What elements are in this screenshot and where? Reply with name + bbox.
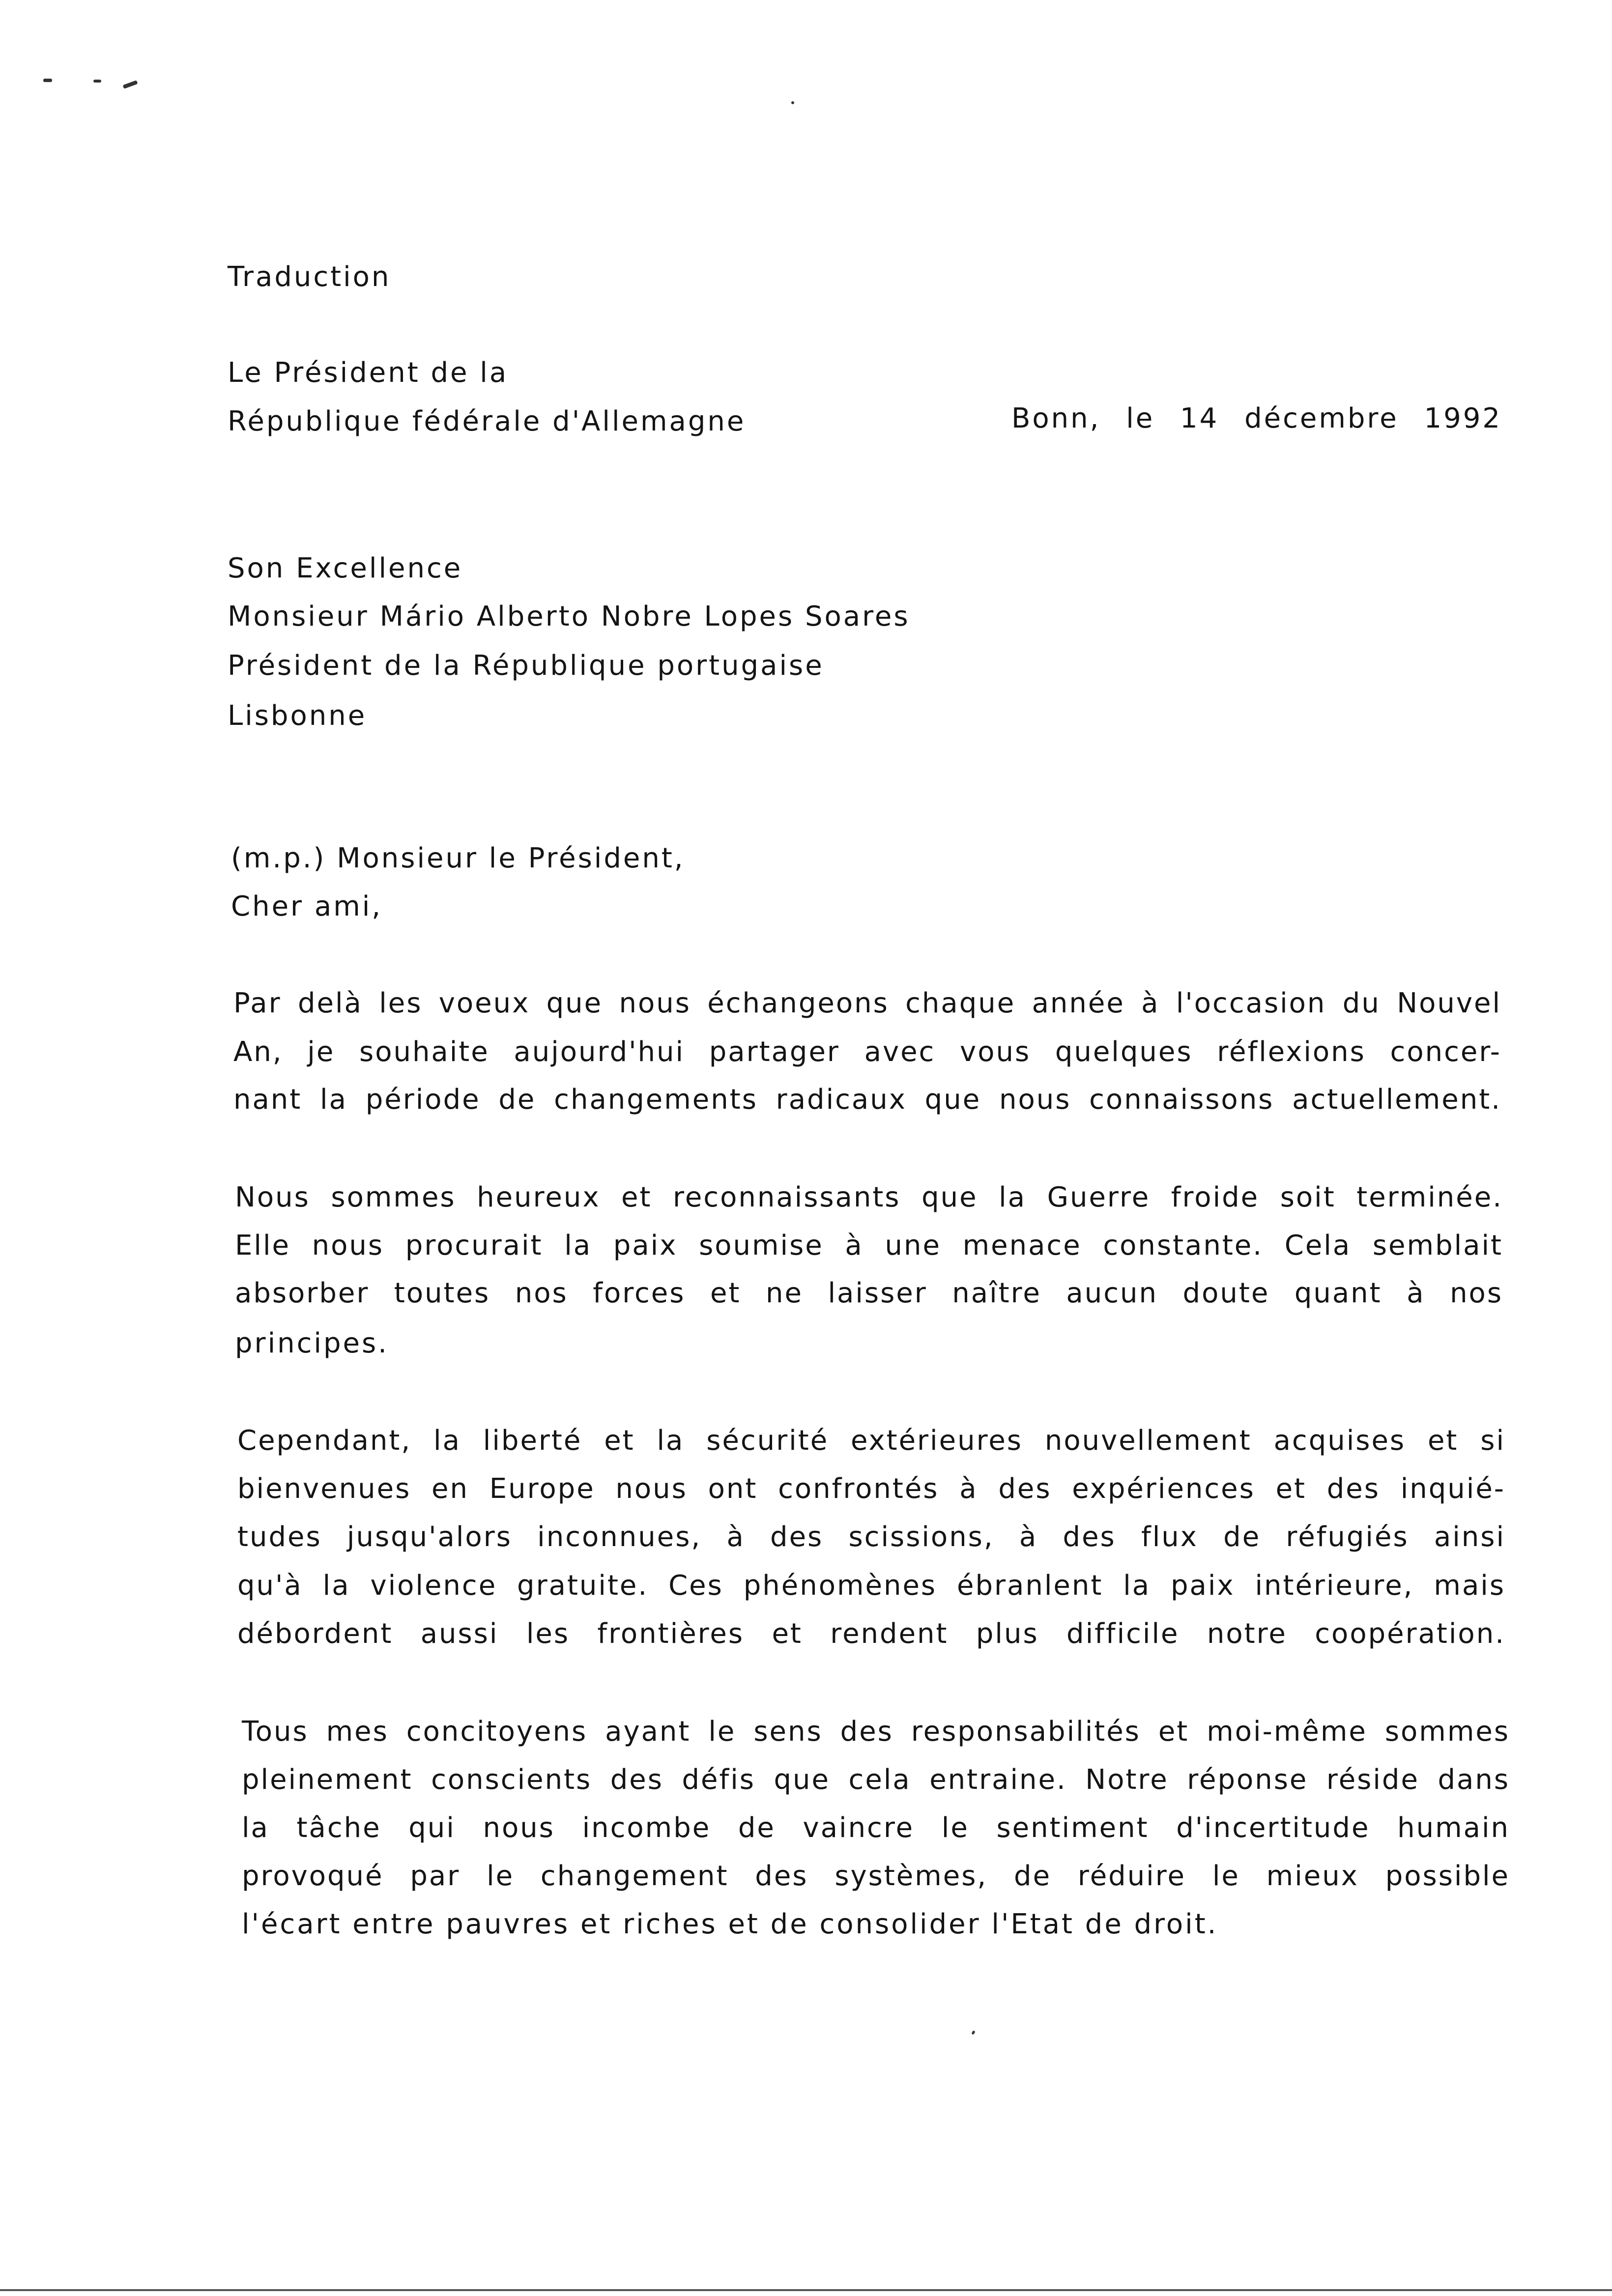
paragraph-4-line-5: l'écart entre pauvres et riches et de consolider l'Etat de droit. <box>242 1908 1218 1940</box>
paragraph-2-line-4: principes. <box>235 1327 389 1359</box>
salutation-line-1: (m.p.) Monsieur le Président, <box>231 842 685 874</box>
paragraph-1-line-1: Par delà les voeux que nous échangeons chaque année à l'occasion du Nouvel <box>233 987 1501 1019</box>
scan-speck <box>791 101 794 104</box>
scan-speck <box>971 2030 975 2035</box>
paragraph-4-line-1: Tous mes concitoyens ayant le sens des responsabilités et moi-même sommes <box>242 1716 1510 1748</box>
salutation-line-2: Cher ami, <box>231 890 383 922</box>
scan-speck <box>123 80 138 89</box>
date-line: Bonn, le 14 décembre 1992 <box>1011 402 1502 434</box>
paragraph-3-line-3: tudes jusqu'alors inconnues, à des scissions, à des flux de réfugiés ainsi <box>237 1521 1505 1553</box>
paragraph-4-line-3: la tâche qui nous incombe de vaincre le sentiment d'incertitude humain <box>242 1812 1510 1844</box>
paragraph-3-line-1: Cependant, la liberté et la sécurité extérieures nouvellement acquises et si <box>237 1425 1505 1457</box>
paragraph-3-line-2: bienvenues en Europe nous ont confrontés à des expériences et des inquié- <box>237 1473 1505 1505</box>
sender-line-2: République fédérale d'Allemagne <box>228 405 746 437</box>
recipient-line-3: Président de la République portugaise <box>228 650 824 682</box>
paragraph-2-line-2: Elle nous procurait la paix soumise à une menace constante. Cela semblait <box>235 1230 1503 1262</box>
paragraph-3-line-4: qu'à la violence gratuite. Ces phénomènes ébranlent la paix intérieure, mais <box>237 1570 1505 1602</box>
paragraph-2-line-1: Nous sommes heureux et reconnaissants que la Guerre froide soit terminée. <box>235 1181 1503 1213</box>
paragraph-1-line-2: An, je souhaite aujourd'hui partager avec vous quelques réflexions concer- <box>233 1036 1501 1068</box>
sender-line-1: Le Président de la <box>228 357 509 389</box>
scan-speck <box>93 80 101 83</box>
paragraph-3-line-5: débordent aussi les frontières et rendent plus difficile notre coopération. <box>237 1618 1505 1650</box>
recipient-line-1: Son Excellence <box>228 552 463 584</box>
paragraph-4-line-4: provoqué par le changement des systèmes, de réduire le mieux possible <box>242 1860 1510 1892</box>
paragraph-1-line-3: nant la période de changements radicaux que nous connaissons actuellement. <box>233 1084 1501 1116</box>
recipient-line-4: Lisbonne <box>228 700 367 732</box>
paragraph-2-line-3: absorber toutes nos forces et ne laisser naître aucun doute quant à nos <box>235 1277 1503 1309</box>
scan-speck <box>43 79 52 82</box>
scan-edge-line <box>0 2289 1612 2291</box>
document-heading: Traduction <box>228 261 391 293</box>
paragraph-4-line-2: pleinement conscients des défis que cela entraine. Notre réponse réside dans <box>242 1764 1510 1796</box>
recipient-line-2: Monsieur Mário Alberto Nobre Lopes Soares <box>228 601 910 632</box>
